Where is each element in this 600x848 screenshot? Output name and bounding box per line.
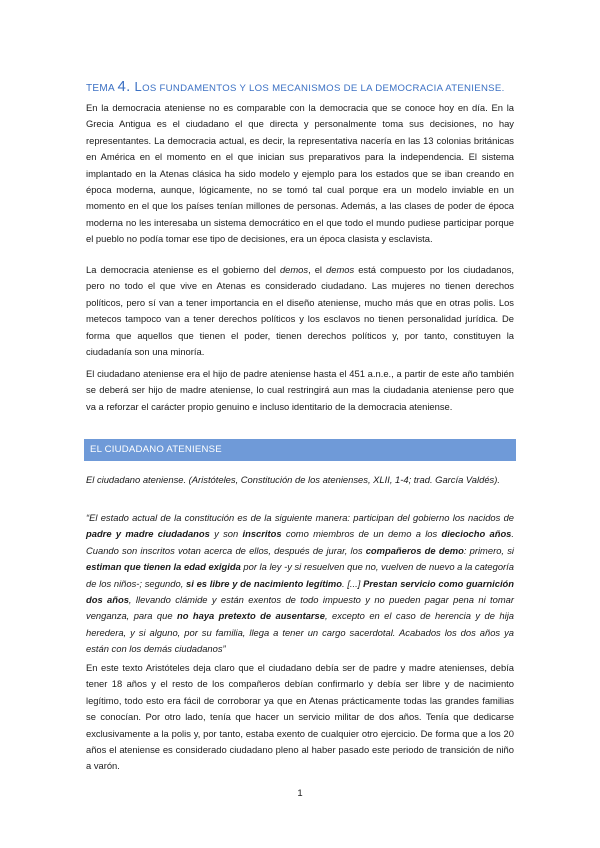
p2-b: , el [308, 264, 327, 275]
source-citation: El ciudadano ateniense. (Aristóteles, Constitución de los atenienses, XLII, 1-4; trad. García Valdés). [86, 474, 500, 485]
quote-emphasis: no haya pretexto de ausentarse [176, 610, 325, 622]
quote-emphasis: dieciocho años [441, 528, 512, 540]
paragraph-1: En la democracia ateniense no es comparable con la democracia que se conoce hoy en día. En la Grecia Antigua es el ciudadano el que directa y personalmente toma sus decisiones, no hay representantes. La democracia actual, es decir, la representativa nacería en las 13 colonias británicas en América en el momento en el que inician sus preparativos para la independencia. El sistema implantado en la Atenas clásica ha sido modelo y ejemplo para los estados que se iban creando en época moderna, aunque, lógicamente, no se tomó tal cual porque era un modelo inviable en un momento en el que los países tenían millones de personas. Además, a las clases de poder de época moderna no les interesaba un sistema democrático en el que todo el mundo pudiese participar porque el pueblo no podía tomar ese tipo de decisiones, era un época clasista y esclavista. [86, 102, 514, 245]
quote-emphasis: si es libre y de nacimiento legítimo [186, 577, 342, 589]
quote-text: por la ley -y si resuelven que no, vuelven de nuevo a la categoría de los niños-; segundo, [86, 561, 514, 589]
aristotle-quote [86, 510, 514, 658]
quote-text: “El estado actual de la constitución es de la siguiente manera: participan del gobierno los nacidos de [86, 512, 514, 523]
title-number: 4. [117, 78, 131, 95]
quote-emphasis: padre y madre ciudadanos [86, 528, 210, 540]
quote-text: : primero, si [463, 544, 515, 556]
section-title [86, 78, 526, 95]
p2-demos-2: demos [326, 264, 355, 275]
title-rest: OS FUNDAMENTOS Y LOS MECANISMOS DE LA DEMOCRACIA ATENIENSE. [142, 83, 505, 94]
quote-emphasis: estiman que tienen la edad exigida [86, 561, 241, 573]
quote-emphasis: compañeros de demo [365, 544, 464, 556]
title-initial: L [130, 79, 143, 94]
p2-demos-1: demos [279, 264, 309, 275]
quote-text: . [...] [342, 577, 364, 589]
quote-emphasis: inscritos [242, 528, 282, 540]
quote-text: . Cuando son inscritos votan acerca de ellos, después de jurar, los [86, 528, 515, 556]
banner-label: EL CIUDADANO ATENIENSE [90, 444, 222, 455]
quote-text: y son [209, 528, 243, 540]
p2-a: La democracia ateniense es el gobierno del [86, 264, 280, 275]
paragraph-4: En este texto Aristóteles deja claro que el ciudadano debía ser de padre y madre atenienses, debía tener 18 años y el resto de los compañeros debían confirmarlo y debía ser libre y de nacimiento legítimo, todo esto era fácil de corroborar ya que en Atenas prácticamente todas las grandes familias se conocían. Por otro lado, tenía que hacer un servicio militar de dos años. Tenía que dedicarse exclusivamente a la polis y, por tanto, estaba exento de cualquier otro ejercicio. De forma que a los 20 años el ateniense es considerado ciudadano pleno al haber pasado este periodo de transición de niño a varón. [86, 662, 514, 772]
p2-c: está compuesto por los ciudadanos, pero no todo el que vive en Atenas es considerado ciudadano. Las mujeres no tienen derechos políticos, pero sí van a tener importancia en el diseño ateniense, mucho más que en otras polis. Los metecos tampoco van a tener derechos políticos y los esclavos no tienen personalidad jurídica. De forma que aquellos que tienen el poder, tienen derechos políticos y, por tanto, constituyen la ciudadanía son una minoría. [86, 264, 514, 358]
quote-emphasis: Prestan servicio como guarnición dos años [86, 577, 514, 606]
section-banner [84, 439, 516, 461]
title-prefix: TEMA [86, 83, 118, 94]
quote-text: , llevando clámide y están exentos de todo impuesto y no pueden pagar pena ni tomar venganza, para que [86, 594, 514, 622]
quote-text: como miembros de un demo a los [281, 528, 442, 540]
page-number: 1 [297, 788, 303, 799]
quote-text: , excepto en el caso de herencia y de hija heredera, y si alguno, por su familia, llega a tener un cargo sacerdotal. Acabados los dos años ya están con los demás ciudadanos” [86, 610, 514, 655]
paragraph-2 [86, 262, 514, 360]
paragraph-3: El ciudadano ateniense era el hijo de padre ateniense hasta el 451 a.n.e., a partir de este año también se deberá ser hijo de madre ateniense, lo cual restringirá aun mas la ciudadania ateniense pero que va a reforzar el carácter propio genuino e incluso identitario de la democracia ateniense. [86, 368, 514, 412]
